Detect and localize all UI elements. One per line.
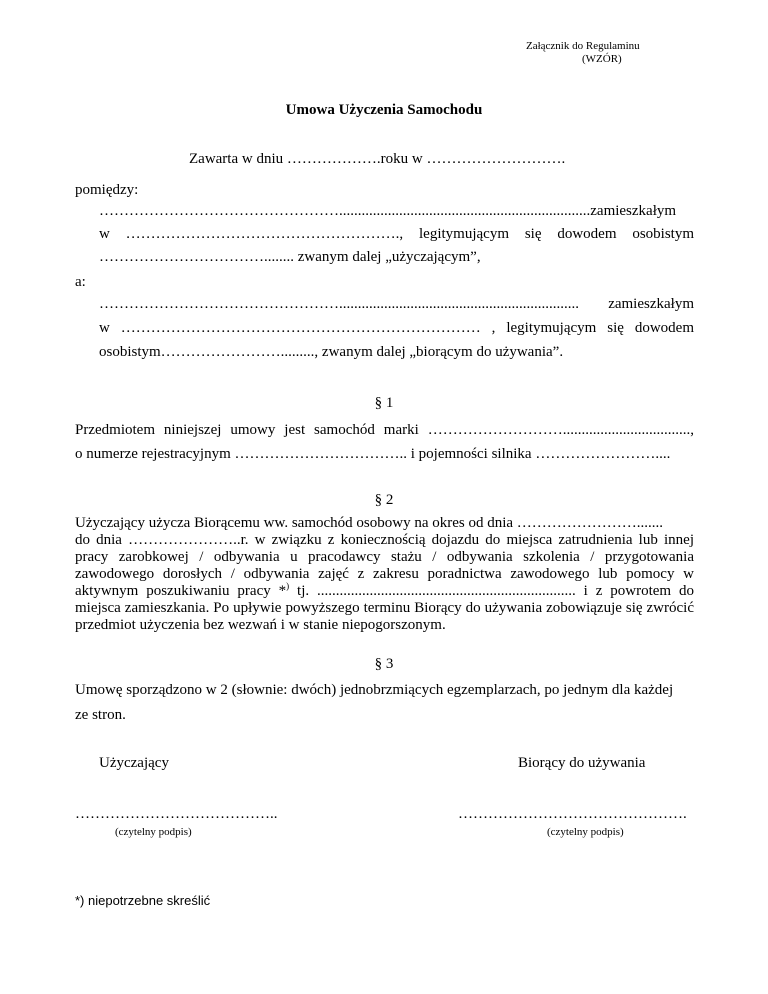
- section-2-heading: § 2: [374, 492, 394, 508]
- lender-signature-line: …………………………………..: [75, 806, 278, 822]
- and-label: a:: [75, 274, 86, 290]
- lender-line-1: …………………………………………...................................................................zamieszkałym: [99, 203, 677, 219]
- borrower-line-1: …………………………………………................................................................ zamieszkałym: [99, 296, 694, 312]
- section-2-paragraph: Użyczający użycza Biorącemu ww. samochód osobowy na okres od dnia ……………………....... do dnia …………………..r. w związku z koniecznością dojazdu do miejsca zatrudnienia lub innej pracy zarobkowej / odbywania u pracodawcy stażu / odbywania szkolenia / przygotowania zawodowego dorosłych / odbywania zajęć z zakresu poradnictwa zawodowego lub pomocy w aktywnym poszukiwaniu pracy *) tj. ..................................................................... i z powrotem do miejsca zamieszkania. Po upływie powyższego terminu Biorący do używania zobowiązuje się zwrócić przedmiot użyczenia bez wezwań i w stanie niepogorszonym.: [75, 515, 694, 633]
- section-1-line-2: o numerze rejestracyjnym …………………………….. i pojemności silnika ……………………....: [75, 446, 671, 462]
- attachment-label-line2: (WZÓR): [582, 53, 622, 65]
- lender-line-3: ……………………………........ zwanym dalej „użyczającym”,: [99, 249, 481, 265]
- lender-signature-label: Użyczający: [99, 755, 169, 771]
- borrower-signature-line: ……………………………………….: [458, 806, 687, 822]
- borrower-line-3: osobistym……………………........., zwanym dalej „biorącym do używania”.: [99, 344, 564, 360]
- attachment-label-line1: Załącznik do Regulaminu: [526, 40, 640, 52]
- lender-line-2: w ………………………………………………., legitymującym się dowodem osobistym: [99, 226, 694, 242]
- intro-line: Zawarta w dniu ……………….roku w ……………………….: [189, 151, 566, 167]
- section-1-heading: § 1: [374, 395, 394, 411]
- footnote: *) niepotrzebne skreślić: [75, 893, 211, 908]
- document-title: Umowa Użyczenia Samochodu: [285, 102, 483, 118]
- section-1-line-1: Przedmiotem niniejszej umowy jest samochód marki ………………………..................................,: [75, 422, 694, 438]
- borrower-signature-caption: (czytelny podpis): [547, 826, 624, 838]
- section-3-line-1: Umowę sporządzono w 2 (słownie: dwóch) jednobrzmiących egzemplarzach, po jednym dla każdej: [75, 682, 674, 698]
- section-3-heading: § 3: [374, 656, 394, 672]
- borrower-signature-label: Biorący do używania: [518, 755, 646, 771]
- lender-signature-caption: (czytelny podpis): [115, 826, 192, 838]
- between-label: pomiędzy:: [75, 182, 139, 198]
- borrower-line-2: w ……………………………………………………………… , legitymującym się dowodem: [99, 320, 694, 336]
- section-3-line-2: ze stron.: [75, 707, 126, 723]
